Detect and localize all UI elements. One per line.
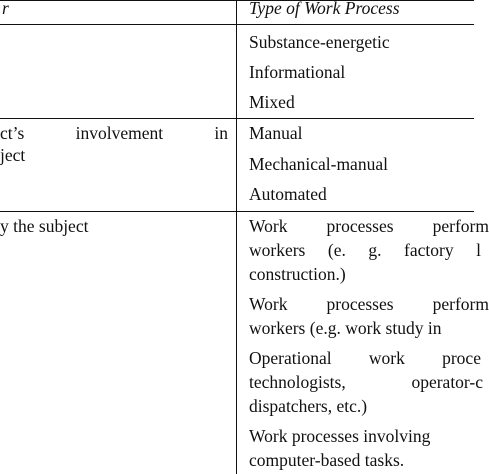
header-bottom-rule	[0, 24, 474, 25]
word: perform	[432, 216, 489, 236]
row2-item-2: Mechanical-manual	[249, 154, 388, 174]
row2-item-3: Automated	[249, 184, 327, 204]
row1-item-1: Substance-energetic	[249, 32, 390, 52]
entry4-line-1	[249, 426, 430, 446]
word: l	[476, 240, 481, 260]
header-type-of-work-process: Type of Work Process	[249, 0, 400, 18]
entry1-line-3	[249, 264, 346, 284]
row2-item-1: Manual	[249, 123, 303, 143]
entry2-line-1	[249, 294, 489, 314]
header-top-rule	[0, 0, 474, 1]
row1-item-2: Informational	[249, 62, 346, 82]
entry4-line-2	[249, 450, 404, 470]
row2-bottom-rule	[0, 211, 474, 212]
word: ct’s	[0, 123, 25, 143]
word: processes	[326, 294, 394, 314]
row1-bottom-rule	[0, 118, 474, 119]
word: operator-c	[411, 372, 483, 392]
word: g.	[368, 240, 382, 260]
word: involvement	[75, 123, 164, 143]
entry3-line-1	[249, 348, 481, 368]
entry1-line-1	[249, 216, 489, 236]
word: ject	[0, 145, 26, 165]
column-divider	[236, 0, 237, 474]
word: in	[214, 123, 228, 143]
row2-left-line-2	[0, 145, 25, 165]
word: workers (e.g. work study in	[249, 318, 442, 338]
entry1-line-2	[249, 240, 481, 260]
word: Operational	[249, 348, 332, 368]
word: workers	[249, 240, 306, 260]
word: proce	[442, 348, 481, 368]
word: Work processes involving	[249, 426, 431, 446]
word: Work	[249, 294, 288, 314]
word: construction.)	[249, 264, 346, 284]
word: perform	[432, 294, 489, 314]
word: Work	[249, 216, 288, 236]
entry2-line-2	[249, 318, 441, 338]
word: work	[368, 348, 405, 368]
row3-left-line-1	[0, 216, 88, 236]
entry3-line-3	[249, 396, 367, 416]
word: (e.	[327, 240, 346, 260]
row2-left-line-1	[0, 123, 228, 143]
word: processes	[326, 216, 394, 236]
row1-item-3: Mixed	[249, 92, 295, 112]
word: technologists,	[249, 372, 346, 392]
word: dispatchers, etc.)	[249, 396, 368, 416]
word: y the subject	[0, 216, 89, 236]
word: computer-based tasks.	[249, 450, 405, 470]
word: factory	[404, 240, 454, 260]
header-left-fragment: r	[2, 0, 9, 18]
entry3-line-2	[249, 372, 483, 392]
